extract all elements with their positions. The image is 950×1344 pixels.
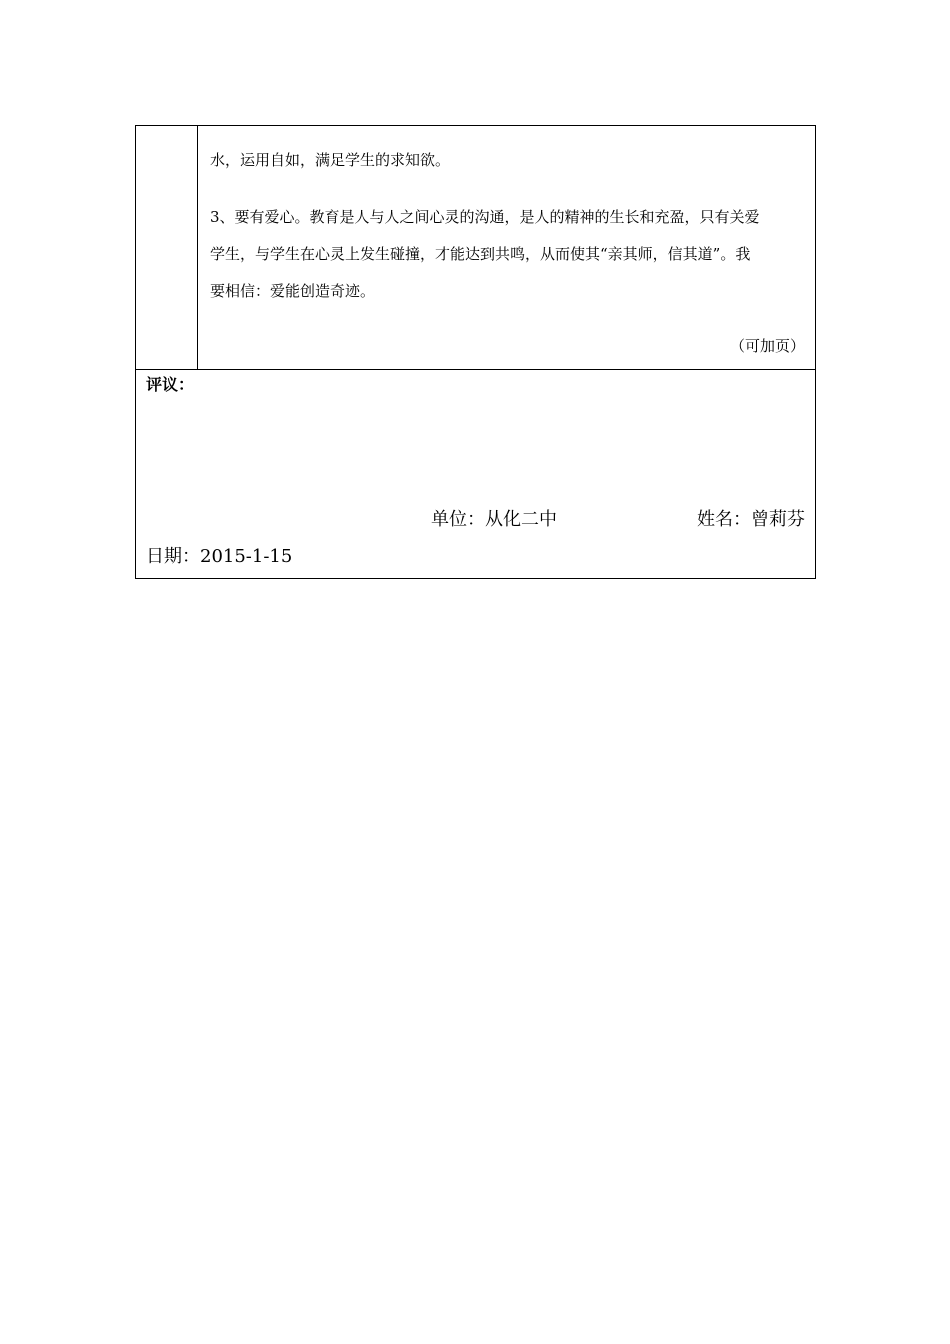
unit-field: 单位：从化二中 <box>431 509 557 530</box>
may-add-pages-note: （可加页） <box>729 337 805 355</box>
content-paragraph-line: 要相信：爱能创造奇迹。 <box>210 282 376 300</box>
content-paragraph-line: 3、要有爱心。教育是人与人之间心灵的沟通，是人的精神的生长和充盈，只有关爱 <box>210 208 760 226</box>
content-cell <box>198 126 815 369</box>
lesson-reflection-table <box>135 125 816 579</box>
content-paragraph-line: 水，运用自如，满足学生的求知欲。 <box>210 151 451 169</box>
row-divider <box>136 369 815 370</box>
date-field: 日期：2015-1-15 <box>146 546 293 567</box>
name-field: 姓名：曾莉芬 <box>697 509 805 530</box>
content-paragraph-line: 学生，与学生在心灵上发生碰撞，才能达到共鸣，从而使其“亲其师，信其道”。我 <box>210 245 751 263</box>
review-label: 评议： <box>146 375 195 394</box>
label-column-cell <box>136 126 198 369</box>
